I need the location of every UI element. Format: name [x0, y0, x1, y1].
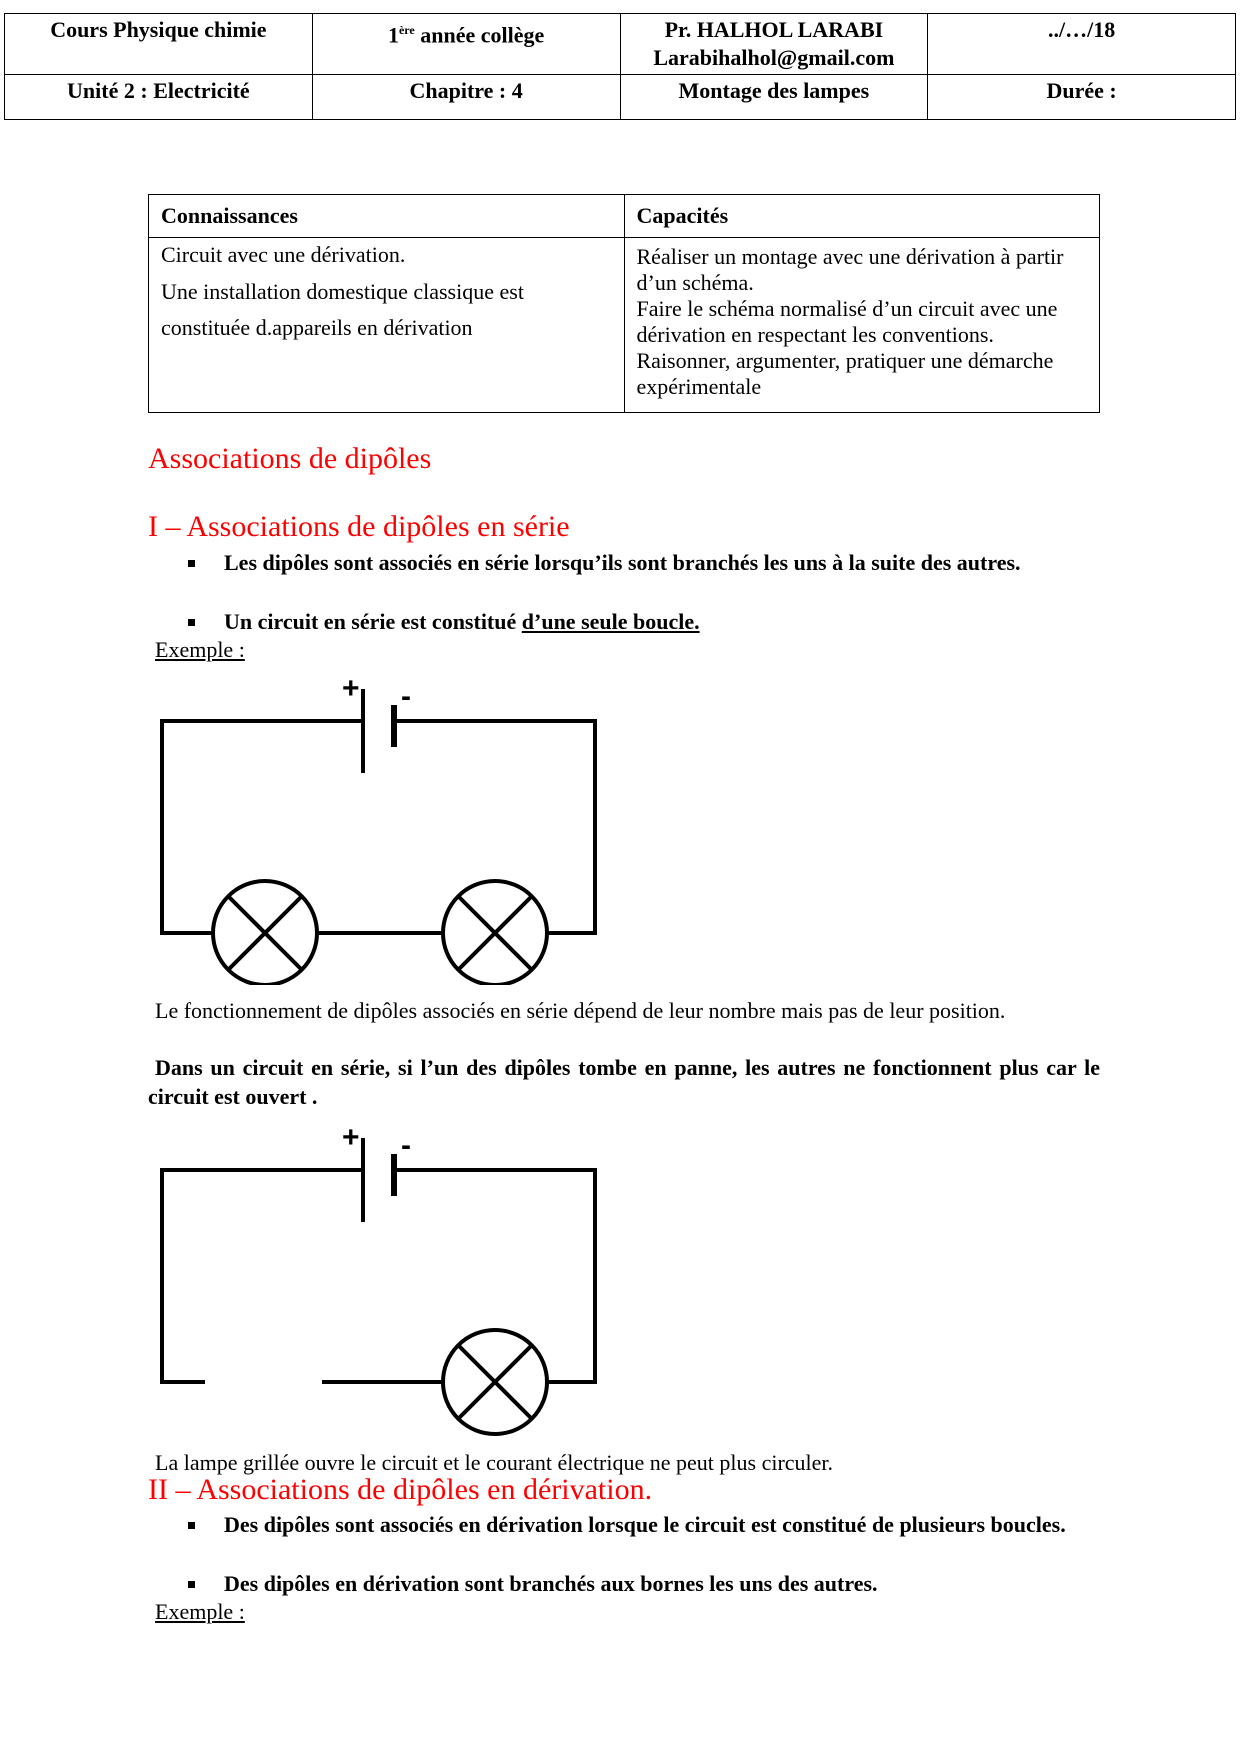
- plus-terminal-label: +: [342, 672, 360, 705]
- series-circuit-diagram: [150, 665, 630, 985]
- knowledge-item: Une installation domestique classique est: [161, 279, 524, 304]
- wire: [162, 721, 363, 933]
- bullet-text: Les dipôles sont associés en série lorsqu’ils sont branchés les uns à la suite des autres.: [224, 550, 1021, 575]
- lamp-symbol: [443, 1330, 547, 1434]
- bullet-text-start: Un circuit en série est constitué: [224, 609, 522, 634]
- knowledge-header: Connaissances: [149, 195, 625, 238]
- wire: [394, 721, 595, 933]
- bullet-square-icon: [188, 1581, 195, 1588]
- bullet-square-icon: [188, 1522, 195, 1529]
- section-2-title: II – Associations de dipôles en dérivation.: [148, 1473, 653, 1506]
- lesson-title: Montage des lampes: [620, 75, 928, 120]
- knowledge-cell: [149, 238, 625, 413]
- lamp-symbol: [443, 881, 547, 985]
- grade-level: [312, 14, 620, 75]
- bullet-square-icon: [188, 619, 195, 626]
- bullet-square-icon: [188, 560, 195, 567]
- grade-suffix: ère: [398, 23, 415, 37]
- series-failure-paragraph: Dans un circuit en série, si l’un des dipôles tombe en panne, les autres ne fonctionnent plus car le circuit est ouvert .: [148, 1055, 1100, 1109]
- wire: [394, 1170, 595, 1382]
- example-label: Exemple :: [155, 637, 245, 662]
- grade-number: 1: [387, 22, 399, 48]
- section-1-title: I – Associations de dipôles en série: [148, 510, 570, 543]
- bullet-parallel-definition: [188, 1510, 1136, 1539]
- knowledge-item: constituée d.appareils en dérivation: [161, 315, 473, 340]
- bullet-text: [224, 607, 1136, 636]
- bullet-single-loop: [188, 607, 1136, 636]
- header-table: [4, 13, 1236, 120]
- bullet-text: Des dipôles sont associés en dérivation lorsque le circuit est constitué de plusieurs boucles.: [224, 1512, 1066, 1537]
- objectives-table: [148, 194, 1100, 413]
- minus-terminal-label: -: [401, 1129, 411, 1162]
- wire: [162, 1170, 363, 1382]
- minus-terminal-label: -: [401, 680, 411, 713]
- skill-item: Réaliser un montage avec une dérivation à partir d’un schéma.: [636, 244, 1064, 295]
- example-label: Exemple :: [155, 1599, 245, 1624]
- skills-header: Capacités: [624, 195, 1100, 238]
- open-circuit-caption: La lampe grillée ouvre le circuit et le courant électrique ne peut plus circuler.: [155, 1450, 834, 1475]
- teacher-cell: [620, 14, 928, 75]
- skill-item: Faire le schéma normalisé d’un circuit avec une dérivation en respectant les conventions.: [636, 296, 1058, 347]
- open-circuit-diagram: [150, 1108, 630, 1448]
- skill-item: Raisonner, argumenter, pratiquer une démarche expérimentale: [636, 348, 1054, 399]
- main-title: Associations de dipôles: [148, 442, 432, 475]
- duration-field: Durée :: [928, 75, 1236, 120]
- plus-terminal-label: +: [342, 1121, 360, 1154]
- lamp-symbol: [213, 881, 317, 985]
- chapter-number: Chapitre : 4: [312, 75, 620, 120]
- grade-label: année collège: [414, 22, 545, 48]
- bullet-text-underlined: d’une seule boucle.: [521, 609, 700, 634]
- bullet-text: Des dipôles en dérivation sont branchés aux bornes les uns des autres.: [224, 1571, 878, 1596]
- unit-name: Unité 2 : Electricité: [5, 75, 313, 120]
- date-field: ../…/18: [928, 14, 1236, 75]
- bullet-parallel-terminals: [188, 1569, 1136, 1598]
- knowledge-item: Circuit avec une dérivation.: [161, 242, 406, 267]
- teacher-name: Pr. HALHOL LARABI: [664, 17, 884, 42]
- course-name: Cours Physique chimie: [5, 14, 313, 75]
- bullet-series-definition: [188, 548, 1136, 577]
- series-paragraph: Le fonctionnement de dipôles associés en série dépend de leur nombre mais pas de leur position.: [155, 998, 1006, 1023]
- skills-cell: [624, 238, 1100, 413]
- teacher-email: Larabihalhol@gmail.com: [653, 45, 895, 70]
